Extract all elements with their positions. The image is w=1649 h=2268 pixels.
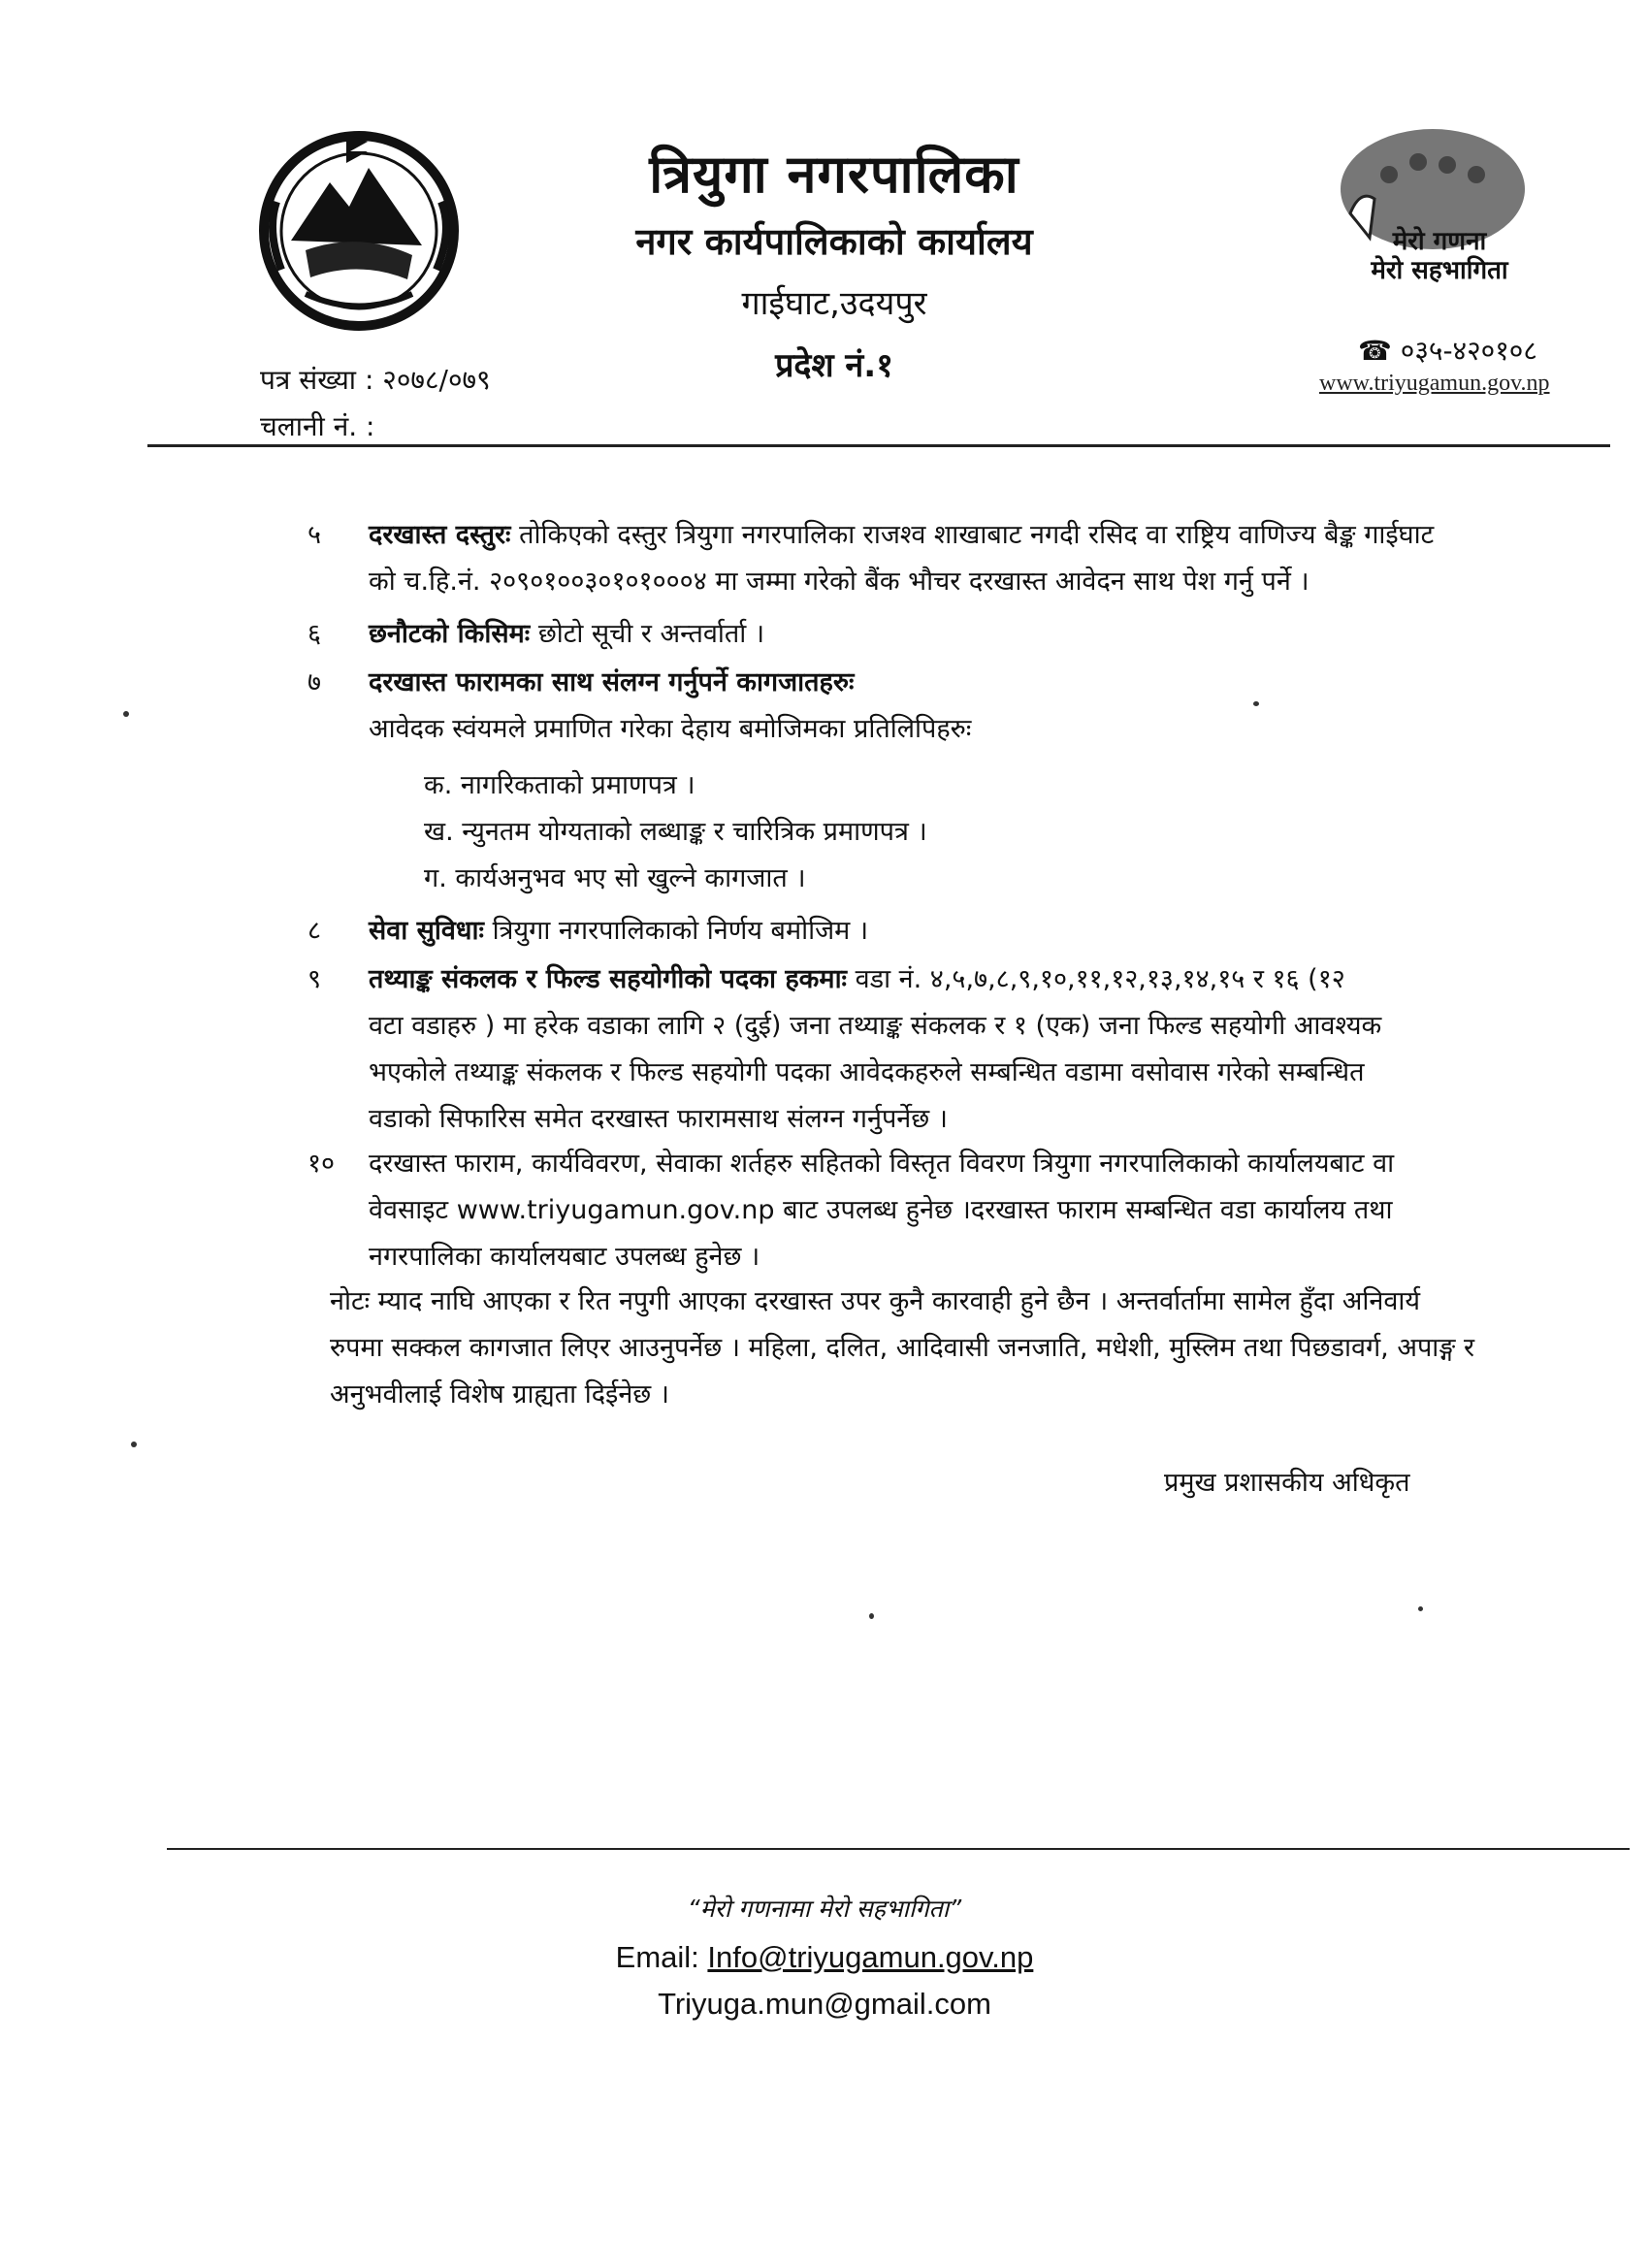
item-text: वटा वडाहरु ) मा हरेक वडाका लागि २ (दुई) जना तथ्याङ्क संकलक र १ (एक) जना फिल्ड सहयोगी आवश्यक [369,1011,1382,1041]
list-item [307,956,1533,1143]
scan-speck [131,1442,137,1447]
email-link-secondary[interactable]: Triyuga.mun@gmail.com [658,1987,991,2021]
header-divider [147,444,1610,447]
item-number: ६ [307,619,322,649]
item-number: ८ [307,916,322,946]
dispatch-number: चलानी नं. : [260,410,375,442]
campaign-logo-line-2: मेरो सहभागिता [1371,256,1508,285]
email-label: Email: [615,1940,699,1974]
census-campaign-logo [1331,121,1530,286]
note-paragraph [330,1279,1531,1418]
item-text: त्रियुगा नगरपालिकाको निर्णय बमोजिम । [492,916,869,946]
footer-email-line [0,1940,1649,1975]
website-link[interactable]: www.triyugamun.gov.np [1319,371,1550,396]
item-text: को च.हि.नं. २०९०१००३०१०१०००४ मा जम्मा गरेको बैंक भौचर दरखास्त आवेदन साथ पेश गर्नु पर्ने । [369,567,1310,597]
item-text: वडाको सिफारिस समेत दरखास्त फारामसाथ संलग्न गर्नुपर्नेछ । [369,1104,949,1134]
sub-list-item: ग. कार्यअनुभव भए सो खुल्ने कागजात । [424,863,806,893]
item-text: आवेदक स्वंयमले प्रमाणित गरेका देहाय बमोजिमका प्रतिलिपिहरुः [369,714,972,744]
list-item [307,1141,1533,1280]
footer-slogan: “मेरो गणनामा मेरो सहभागिता” [687,1895,962,1923]
note-line: अनुभवीलाई विशेष ग्राह्यता दिईनेछ । [330,1379,670,1409]
sub-list-item: ख. न्युनतम योग्यताको लब्धाङ्क र चारित्रिक प्रमाणपत्र । [424,817,927,847]
item-heading: तथ्याङ्क संकलक र फिल्ड सहयोगीको पदका हकमाः [369,964,848,994]
item-heading: सेवा सुविधाः [369,916,484,946]
list-item [307,908,869,955]
sub-list-item: क. नागरिकताको प्रमाणपत्र । [424,770,695,800]
office-province: प्रदेश नं.१ [775,346,893,385]
office-title: त्रियुगा नगरपालिका [649,144,1019,205]
item-text: छोटो सूची र अन्तर्वार्ता । [537,619,765,649]
item-text: नगरपालिका कार्यालयबाट उपलब्ध हुनेछ । [369,1242,760,1272]
list-item [307,512,1533,605]
scan-speck [123,711,129,717]
item-number: ९ [307,964,322,994]
list-item [307,611,765,658]
item-heading: छनौटको किसिमः [369,619,531,649]
campaign-logo-line-1: मेरो गणना [1392,227,1487,256]
scan-speck [1418,1606,1423,1611]
item-number: ५ [307,520,322,550]
item-text: वेवसाइट www.triyugamun.gov.np बाट उपलब्ध हुनेछ ।दरखास्त फाराम सम्बन्धित वडा कार्यालय तथा [369,1195,1393,1225]
office-address: गाईघाट,उदयपुर [741,284,927,323]
note-line: नोटः म्याद नाघि आएका र रित नपुगी आएका दरखास्त उपर कुनै कारवाही हुने छैन । अन्तर्वार्तामा सामेल हुँदा अनिवार्य [330,1286,1421,1316]
item-number: ७ [307,667,322,697]
scan-speck [869,1613,874,1619]
item-text: तोकिएको दस्तुर त्रियुगा नगरपालिका राजश्व शाखाबाट नगदी रसिद वा राष्ट्रिय वाणिज्य बैङ्क गाईघाट [519,520,1435,550]
email-link-primary[interactable]: Info@triyugamun.gov.np [707,1940,1034,1974]
phone-number: ☎ ०३५-४२०१०८ [1358,335,1537,367]
item-heading: दरखास्त फारामका साथ संलग्न गर्नुपर्ने कागजातहरुः [369,667,855,697]
item-number: १० [307,1149,336,1179]
item-text: भएकोले तथ्याङ्क संकलक र फिल्ड सहयोगी पदका आवेदकहरुले सम्बन्धित वडामा वसोवास गरेको सम्बन्धित [369,1057,1365,1087]
letter-number: पत्र संख्या : २०७८/०७९ [260,364,491,396]
list-item [307,660,972,753]
signatory-title: प्रमुख प्रशासकीय अधिकृत [1164,1468,1410,1498]
office-subtitle: नगर कार्यपालिकाको कार्यालय [635,220,1033,263]
item-text: दरखास्त फाराम, कार्यविवरण, सेवाका शर्तहरु सहितको विस्तृत विवरण त्रियुगा नगरपालिकाको कार्यालयबाट वा [369,1149,1395,1179]
scan-speck [1253,701,1259,706]
item-heading: दरखास्त दस्तुरः [369,520,511,550]
note-line: रुपमा सक्कल कागजात लिएर आउनुपर्नेछ । महिला, दलित, आदिवासी जनजाति, मधेशी, मुस्लिम तथा पिछडावर्ग, अपाङ्ग र [330,1333,1474,1363]
item-text: वडा नं. ४,५,७,८,९,१०,११,१२,१३,१४,१५ र १६ (१२ [855,964,1345,994]
footer-divider [167,1848,1630,1850]
nepal-government-emblem [238,124,480,338]
